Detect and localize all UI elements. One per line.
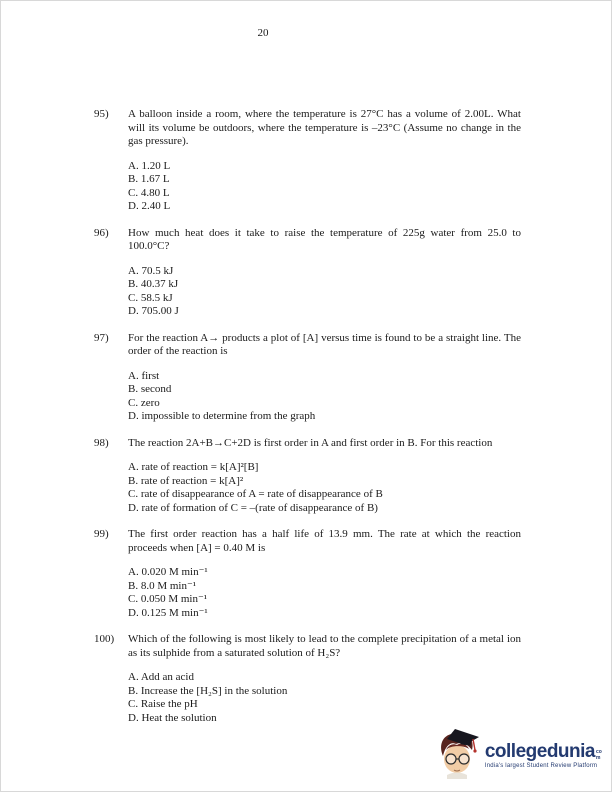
question-text: For the reaction A→ products a plot of [A] versus time is found to be a straight line. The order of the reaction is	[128, 331, 521, 357]
options-list	[128, 370, 521, 424]
question-number: 98)	[94, 436, 109, 449]
options-list	[128, 461, 521, 515]
option-a: A. 0.020 M min⁻¹	[128, 566, 208, 578]
option-c: C. zero	[128, 396, 160, 409]
option-c: C. 58.5 kJ	[128, 291, 173, 304]
option-b: B. 1.67 L	[128, 173, 170, 185]
question-text: The reaction 2A+B→C+2D is first order in A and first order in B. For this reaction	[128, 436, 493, 449]
option-d: D. impossible to determine from the graph	[128, 410, 316, 422]
option-d: D. Heat the solution	[128, 711, 217, 724]
option-b: B. 8.0 M min⁻¹	[128, 579, 197, 592]
question-97	[1, 332, 611, 424]
option-b: B. second	[128, 383, 172, 395]
options-list	[128, 671, 521, 725]
question-number: 97)	[94, 331, 109, 344]
question-body	[128, 528, 521, 620]
option-a: A. rate of reaction = k[A]²[B]	[128, 461, 259, 473]
question-body	[128, 437, 521, 516]
option-a: A. 70.5 kJ	[128, 264, 174, 277]
question-100	[1, 633, 611, 725]
option-d: D. 2.40 L	[128, 200, 171, 212]
question-text: Which of the following is most likely to lead to the complete precipitation of a metal ion as its sulphide from a saturated solution of H₂S?	[128, 633, 521, 659]
option-c: C. rate of disappearance of A = rate of disappearance of B	[128, 488, 383, 500]
question-number: 96)	[94, 226, 109, 239]
question-body	[128, 227, 521, 319]
option-d: D. 0.125 M min⁻¹	[128, 606, 208, 619]
collegedunia-logo	[434, 728, 602, 783]
option-b: B. rate of reaction = k[A]²	[128, 474, 244, 487]
option-c: C. 0.050 M min⁻¹	[128, 593, 208, 605]
question-body	[128, 332, 521, 424]
question-98	[1, 437, 611, 516]
question-text: The first order reaction has a half life of 13.9 mm. The rate at which the reaction proceeds when [A] = 0.40 M is	[128, 528, 521, 554]
option-a: A. Add an acid	[128, 671, 194, 683]
options-list	[128, 566, 521, 620]
question-body	[128, 633, 521, 725]
questions-list	[1, 108, 611, 725]
option-d: D. rate of formation of C = –(rate of disappearance of B)	[128, 501, 378, 514]
option-d: D. 705.00 J	[128, 305, 179, 317]
question-99	[1, 528, 611, 620]
mascot-icon	[434, 728, 482, 783]
logo-text	[485, 742, 602, 769]
question-body	[128, 108, 521, 214]
question-number: 99)	[94, 528, 109, 540]
brand-name: collegedunia	[484, 741, 595, 762]
brand-row	[485, 742, 602, 761]
option-b: B. Increase the [H₂S] in the solution	[128, 684, 288, 697]
question-text: How much heat does it take to raise the temperature of 225g water from 25.0 to 100.0°C?	[128, 226, 521, 252]
option-a: A. first	[128, 369, 160, 382]
question-96	[1, 227, 611, 319]
option-a: A. 1.20 L	[128, 159, 171, 172]
brand-suffix: com	[596, 749, 602, 761]
question-number: 95)	[94, 108, 109, 120]
option-c: C. 4.80 L	[128, 186, 170, 199]
question-text: A balloon inside a room, where the temperature is 27°C has a volume of 2.00L. What will its volume be outdoors, where the temperature is –23°C (Assume no change in the gas pressure).	[128, 108, 521, 147]
question-95	[1, 108, 611, 214]
option-b: B. 40.37 kJ	[128, 278, 179, 290]
option-c: C. Raise the pH	[128, 698, 198, 710]
page-number: 20	[257, 27, 269, 39]
options-list	[128, 160, 521, 214]
brand-tagline: India's largest Student Review Platform	[484, 763, 598, 769]
question-number: 100)	[94, 633, 115, 645]
options-list	[128, 265, 521, 319]
